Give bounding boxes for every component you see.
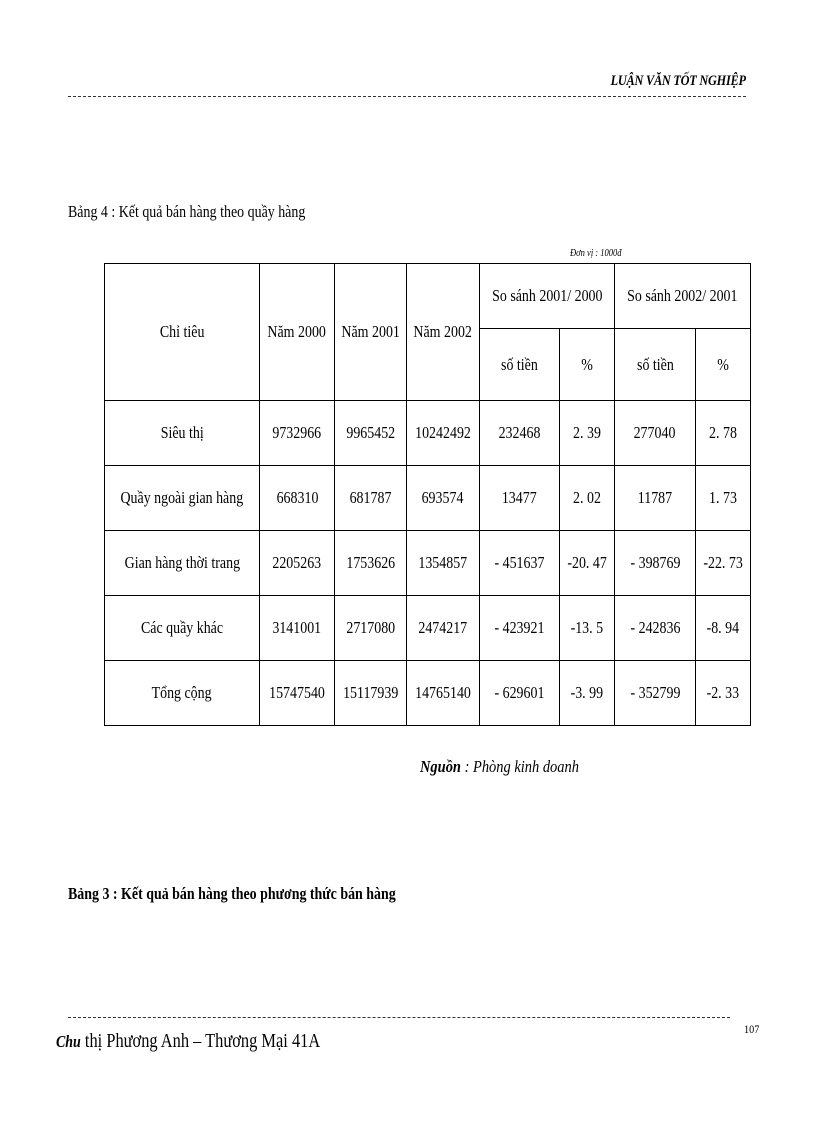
cell-indicator: Siêu thị <box>105 401 260 466</box>
sales-by-counter-table <box>104 263 751 726</box>
cell-c1-pct: -20. 47 <box>560 531 615 596</box>
cell-indicator: Gian hàng thời trang <box>105 531 260 596</box>
cell-c1-amount: 13477 <box>479 466 560 531</box>
cell-indicator: Các quầy khác <box>105 596 260 661</box>
source-value: : Phòng kinh doanh <box>464 757 579 776</box>
cell-y2000: 9732966 <box>260 401 335 466</box>
cell-y2002: 693574 <box>407 466 479 531</box>
subheader-amount-2: số tiền <box>615 329 696 401</box>
table-row <box>105 466 751 531</box>
cell-c1-amount: - 451637 <box>479 531 560 596</box>
table-row <box>105 531 751 596</box>
header-compare-2002-2001: So sánh 2002/ 2001 <box>615 264 751 329</box>
subheader-percent-2: % <box>695 329 750 401</box>
subheader-percent-1: % <box>560 329 615 401</box>
table-source <box>420 757 579 777</box>
cell-y2001: 681787 <box>335 466 407 531</box>
cell-c2-pct: -22. 73 <box>695 531 750 596</box>
header-year-2002: Năm 2002 <box>407 264 479 401</box>
cell-c2-pct: 2. 78 <box>695 401 750 466</box>
cell-c2-amount: 277040 <box>615 401 696 466</box>
header-year-2001: Năm 2001 <box>335 264 407 401</box>
cell-y2000: 668310 <box>260 466 335 531</box>
cell-c2-amount: - 352799 <box>615 661 696 726</box>
cell-c1-amount: - 629601 <box>479 661 560 726</box>
cell-y2001: 9965452 <box>335 401 407 466</box>
cell-y2000: 15747540 <box>260 661 335 726</box>
cell-c2-pct: 1. 73 <box>695 466 750 531</box>
cell-c2-amount: - 398769 <box>615 531 696 596</box>
cell-y2002: 10242492 <box>407 401 479 466</box>
cell-c1-amount: 232468 <box>479 401 560 466</box>
author-mark: Chu <box>56 1032 81 1051</box>
header-year-2000: Năm 2000 <box>260 264 335 401</box>
table3-caption: Bảng 3 : Kết quả bán hàng theo phương thức bán hàng <box>68 884 396 903</box>
subheader-amount-1: số tiền <box>479 329 560 401</box>
footer-author <box>56 1030 320 1053</box>
unit-note: Đơn vị : 1000đ <box>570 248 622 259</box>
cell-c1-amount: - 423921 <box>479 596 560 661</box>
cell-y2002: 14765140 <box>407 661 479 726</box>
author-name: thị Phương Anh – Thương Mại 41A <box>80 1030 321 1052</box>
header-divider <box>68 96 746 97</box>
cell-y2000: 3141001 <box>260 596 335 661</box>
cell-c1-pct: -3. 99 <box>560 661 615 726</box>
table4-caption: Bảng 4 : Kết quả bán hàng theo quầy hàng <box>68 202 306 221</box>
cell-y2001: 2717080 <box>335 596 407 661</box>
cell-y2002: 2474217 <box>407 596 479 661</box>
header-compare-2001-2000: So sánh 2001/ 2000 <box>479 264 615 329</box>
cell-y2001: 1753626 <box>335 531 407 596</box>
header-indicator: Chỉ tiêu <box>105 264 260 401</box>
cell-y2000: 2205263 <box>260 531 335 596</box>
cell-c1-pct: -13. 5 <box>560 596 615 661</box>
page-number: 107 <box>744 1022 760 1036</box>
cell-c1-pct: 2. 39 <box>560 401 615 466</box>
cell-c2-pct: -2. 33 <box>695 661 750 726</box>
table-row <box>105 596 751 661</box>
cell-c1-pct: 2. 02 <box>560 466 615 531</box>
cell-indicator: Tổng cộng <box>105 661 260 726</box>
cell-c2-pct: -8. 94 <box>695 596 750 661</box>
cell-y2002: 1354857 <box>407 531 479 596</box>
cell-y2001: 15117939 <box>335 661 407 726</box>
cell-indicator: Quầy ngoài gian hàng <box>105 466 260 531</box>
table-header-row <box>105 264 751 329</box>
table-row-total <box>105 661 751 726</box>
table-row <box>105 401 751 466</box>
cell-c2-amount: 11787 <box>615 466 696 531</box>
header-title: LUẬN VĂN TỐT NGHIỆP <box>610 73 746 89</box>
cell-c2-amount: - 242836 <box>615 596 696 661</box>
source-label: Nguồn <box>420 757 461 776</box>
footer-divider <box>68 1017 730 1018</box>
